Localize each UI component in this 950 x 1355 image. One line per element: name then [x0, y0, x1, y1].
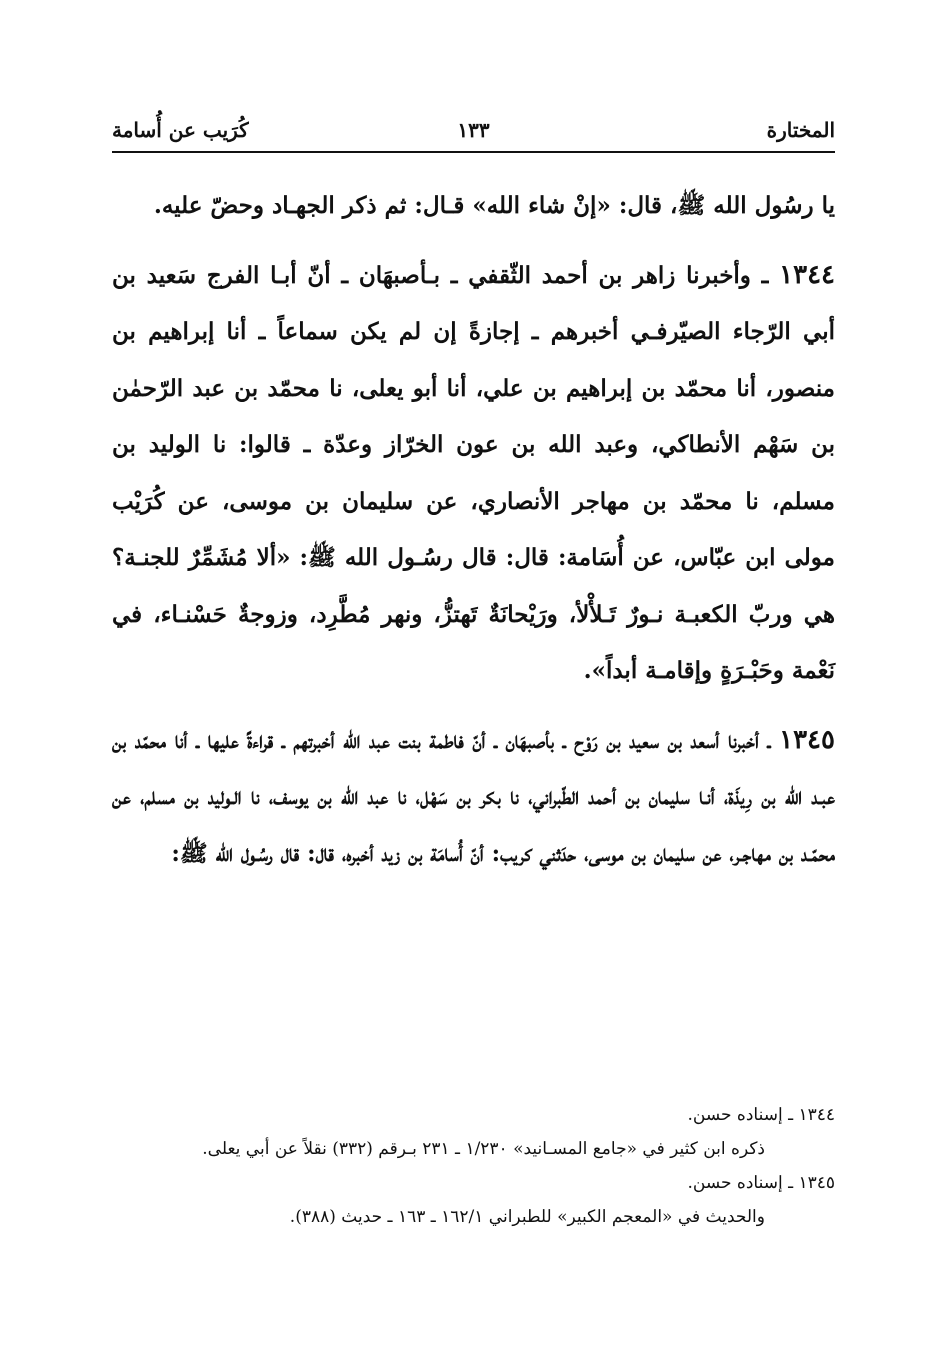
hadith-number-1344: ١٣٤٤: [779, 259, 835, 290]
hadith-text-1345: ـ أخبرنا أسعد بن سعيد بن رَوْح ـ بأصبهَان ـ أنّ فاطمة بنت عبد الله أخبرتهم ـ قراءةً عليها ـ أنا محمّد بن عبـد الله بن رِيذَة، أنـا سليمان بن أحمد الطّبراني، نا بكر بن سَهْل، نا عبد الله بن يوسف، نا الـوليد بن مسلم، عن محمّـد بن مهاجـر، عن سليمان بن موسى، حدَثني كريب: أنّ أُسامَة بن زيد أخبره، قال: قال رسُـول الله ﷺ:: [112, 726, 835, 867]
page-number: ١٣٣: [457, 118, 490, 142]
hadith-number-1345: ١٣٤٥: [779, 724, 835, 755]
footnote-1345-text: والحديث في «المعجم الكبير» للطبراني ١٦٢/١ ـ ١٦٣ ـ حديث (٣٨٨).: [289, 1207, 765, 1227]
paragraph-1: يا رسُول الله ﷺ، قال: «إنْ شاء الله» قـال: ثم ذكر الجهـاد وحضّ عليه.: [153, 192, 835, 219]
hadith-text-1344: ـ وأخبرنا زاهر بن أحمد الثّقفي ـ بـأصبهَان ـ أنّ أبـا الفرج سَعيد بن أبي الرّجاء الصيّرفـي أخبرهم ـ إجازةً إن لم يكن سماعاً ـ أنا إبراهيم بن منصور، أنا محمّد بن إبراهيم بن علي، أنا أبو يعلى، نا محمّد بن عبد الرّحمٰن بن سَهْم الأنطاكي، وعبد الله بن عون الخرّاز وعدّة ـ قالوا: نا الوليد بن مسلم، نا محمّد بن مهاجر الأنصاري، عن سليمان بن موسى، عن كُرَيْب مولى ابن عبّاس، عن أُسَامة: قال: قال رسُـول الله ﷺ: «ألا مُشَمِّرٌ للجنـة؟ هي وربّ الكعبـة نـورٌ تَـلأْلأ، ورَيْحانَةٌ تَهتزُّ، ونهر مُطَّرِد، وزوجةٌ حَسْنـاء، في نَعْمة وحَبْـرَةٍ وإقامـة أبداً».: [112, 261, 835, 684]
footnotes: [112, 1098, 835, 1234]
footnote-1345-title: ١٣٤٥ ـ إسناده حسن.: [687, 1173, 835, 1193]
main-text: [112, 178, 835, 894]
book-title: المختارة: [766, 118, 835, 142]
header-rule: [112, 151, 835, 153]
paragraph-1344: [112, 247, 835, 700]
running-head: [112, 112, 835, 152]
chapter-title: كُرَيب عن أُسامة: [112, 118, 249, 142]
paragraph-1345: [112, 712, 835, 883]
footnote-1344-text: ذكره ابن كثير في «جامع المسـانيد» ١/٢٣٠ ـ ٢٣١ بـرقم (٣٣٢) نقلاً عن أبي يعلى.: [202, 1139, 765, 1159]
footnote-1344-title: ١٣٤٤ ـ إسناده حسن.: [687, 1105, 835, 1125]
